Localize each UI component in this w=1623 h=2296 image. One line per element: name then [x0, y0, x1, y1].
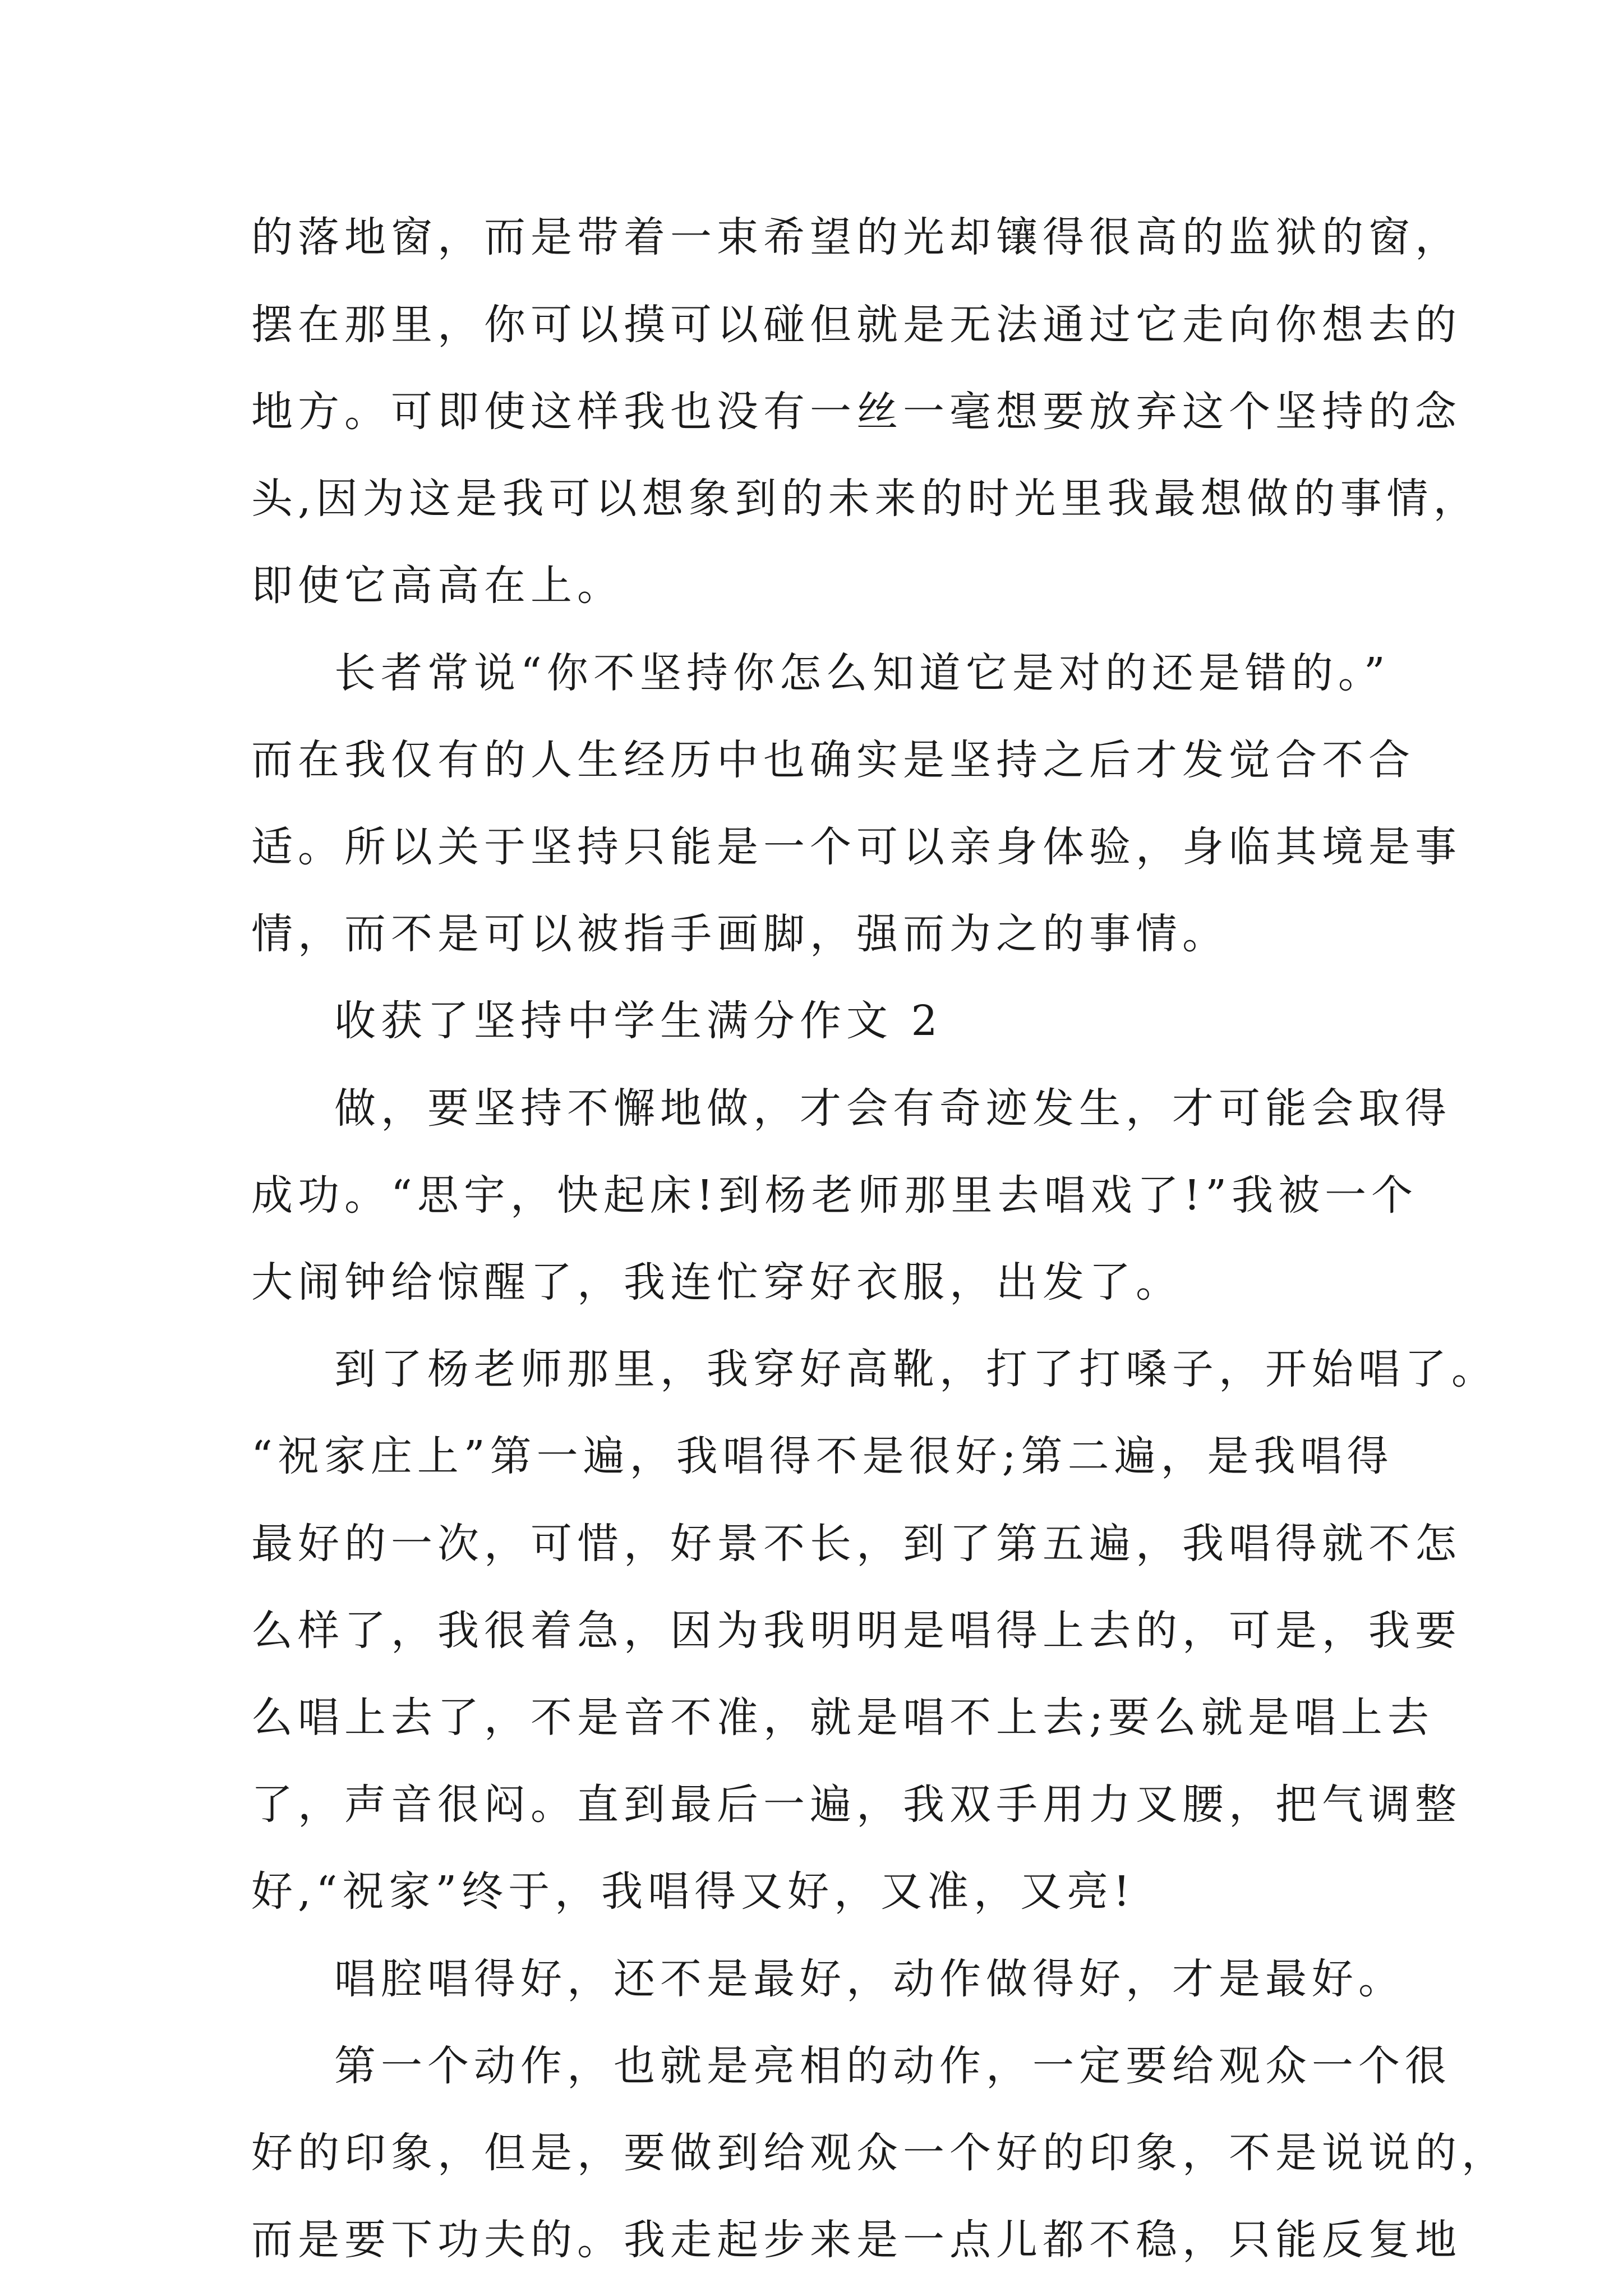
- text-line: 而在我仅有的人生经历中也确实是坚持之后才发觉合不合: [251, 736, 1415, 784]
- text-line: “祝家庄上”第一遍，我唱得不是很好;第二遍，是我唱得: [251, 1432, 1394, 1480]
- text-line: 最好的一次，可惜，好景不长，到了第五遍，我唱得就不怎: [251, 1520, 1461, 1568]
- text-line: 情，而不是可以被指手画脚，强而为之的事情。: [251, 910, 1229, 958]
- text-line: 成功。“思宇，快起床!到杨老师那里去唱戏了!”我被一个: [251, 1171, 1418, 1220]
- text-line: 大闹钟给惊醒了，我连忙穿好衣服，出发了。: [251, 1258, 1182, 1306]
- text-line: 好的印象，但是，要做到给观众一个好的印象，不是说说的，: [251, 2129, 1508, 2177]
- text-line: 即使它高高在上。: [251, 562, 624, 610]
- paragraph-first-line: 到了杨老师那里，我穿好高靴，打了打嗓子，开始唱了。: [334, 1345, 1498, 1393]
- text-line: 么唱上去了，不是音不准，就是唱不上去;要么就是唱上去: [251, 1694, 1434, 1742]
- section-heading: 收获了坚持中学生满分作文 2: [334, 997, 943, 1045]
- text-line: 头,因为这是我可以想象到的未来的时光里我最想做的事情，: [251, 475, 1480, 523]
- paragraph-first-line: 唱腔唱得好，还不是最好，动作做得好，才是最好。: [334, 1955, 1405, 2003]
- text-line: 么样了，我很着急，因为我明明是唱得上去的，可是，我要: [251, 1607, 1461, 1655]
- paragraph-first-line: 长者常说“你不坚持你怎么知道它是对的还是错的。”: [334, 649, 1390, 697]
- text-line: 适。所以关于坚持只能是一个可以亲身体验，身临其境是事: [251, 823, 1461, 871]
- text-line: 的落地窗，而是带着一束希望的光却镶得很高的监狱的窗，: [251, 213, 1461, 261]
- text-line: 而是要下功夫的。我走起步来是一点儿都不稳，只能反复地: [251, 2216, 1461, 2264]
- paragraph-first-line: 做，要坚持不懈地做，才会有奇迹发生，才可能会取得: [334, 1084, 1451, 1133]
- text-line: 了，声音很闷。直到最后一遍，我双手用力叉腰，把气调整: [251, 1780, 1461, 1829]
- text-line: 地方。可即使这样我也没有一丝一毫想要放弃这个坚持的念: [251, 388, 1461, 436]
- text-line: 摆在那里，你可以摸可以碰但就是无法通过它走向你想去的: [251, 301, 1461, 349]
- paragraph-first-line: 第一个动作，也就是亮相的动作，一定要给观众一个很: [334, 2042, 1451, 2090]
- text-line: 好,“祝家”终于，我唱得又好，又准，又亮!: [251, 1867, 1135, 1916]
